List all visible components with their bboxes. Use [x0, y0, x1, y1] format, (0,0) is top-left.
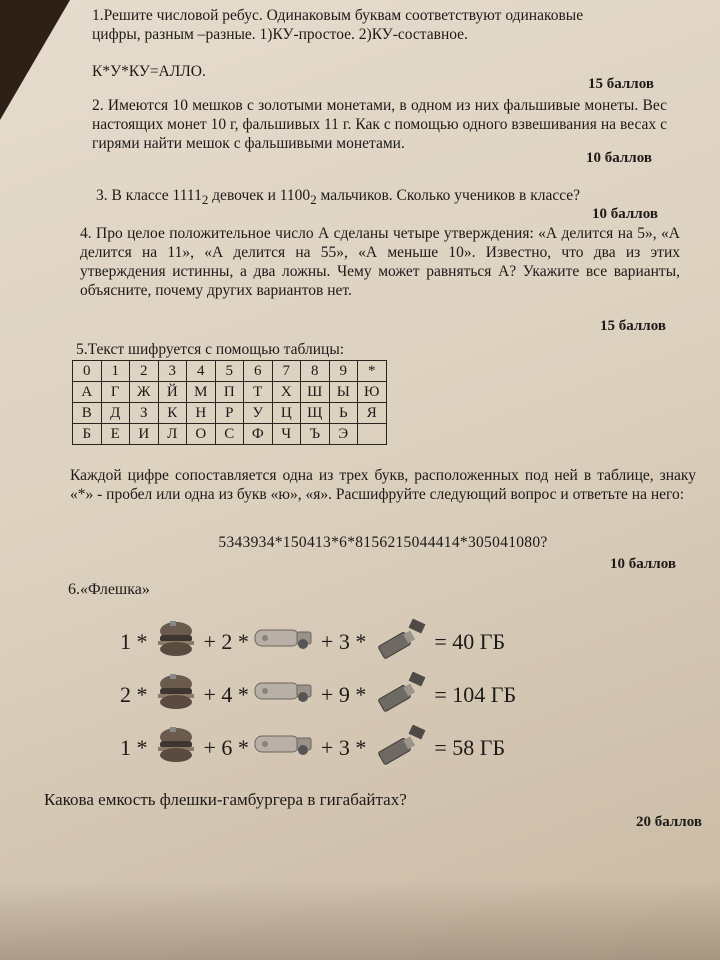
problem-1-points: 15 баллов	[588, 76, 654, 92]
coef-stick: + 6 *	[203, 735, 249, 760]
equation-row	[120, 617, 505, 667]
cipher-cell: 3	[158, 361, 187, 382]
coef-drive: + 9 *	[320, 682, 367, 707]
cipher-cell: Ы	[329, 382, 358, 403]
cipher-row	[73, 382, 387, 403]
hamburger-flash-icon	[152, 619, 200, 665]
hamburger-flash-icon	[152, 725, 200, 771]
cipher-cell: Ь	[329, 403, 358, 424]
coef-drive: + 3 *	[320, 735, 367, 760]
cipher-cell: Й	[158, 382, 187, 403]
cipher-cell: З	[130, 403, 159, 424]
cipher-row	[73, 424, 387, 445]
cipher-cell: Ф	[244, 424, 273, 445]
equation-result: = 40 ГБ	[434, 629, 506, 654]
cipher-row	[73, 403, 387, 424]
problem-6-question: Какова емкость флешки-гамбургера в гигабайтах?	[44, 790, 407, 809]
problem-3-text	[96, 186, 676, 209]
cipher-cell: А	[73, 382, 102, 403]
hamburger-flash-icon	[152, 672, 200, 718]
cipher-cell: Н	[187, 403, 216, 424]
cipher-cell: 5	[215, 361, 244, 382]
mini-flash-icon	[370, 672, 430, 718]
cipher-cell: Е	[101, 424, 130, 445]
cipher-cell: Ъ	[301, 424, 330, 445]
problem-2-points: 10 баллов	[586, 150, 652, 166]
problem-6-title: 6.«Флешка»	[68, 581, 150, 598]
cipher-cell: Г	[101, 382, 130, 403]
equation-result: = 104 ГБ	[434, 682, 517, 707]
cipher-cell: 6	[244, 361, 273, 382]
table-background	[0, 0, 70, 120]
coef-hamburger: 1 *	[120, 629, 148, 654]
stick-flash-icon	[253, 730, 317, 766]
problem-3-base-2: 2	[310, 192, 317, 208]
problem-6-points: 20 баллов	[636, 814, 702, 830]
cipher-cell: У	[244, 403, 273, 424]
problem-1-rebus: К*У*КУ=АЛЛО.	[92, 63, 206, 80]
problem-3-points: 10 баллов	[592, 206, 658, 222]
cipher-cell: 9	[329, 361, 358, 382]
cipher-cell: 7	[272, 361, 301, 382]
mini-flash-icon	[370, 725, 430, 771]
cipher-cell: Д	[101, 403, 130, 424]
cipher-cell: Т	[244, 382, 273, 403]
cipher-cell: Э	[329, 424, 358, 445]
cipher-cell: Б	[73, 424, 102, 445]
cipher-cell: Р	[215, 403, 244, 424]
cipher-cell: Ж	[130, 382, 159, 403]
cipher-cell: С	[215, 424, 244, 445]
cipher-cell: 1	[101, 361, 130, 382]
cipher-cell	[358, 424, 387, 445]
cipher-cell: Ю	[358, 382, 387, 403]
coef-hamburger: 1 *	[120, 735, 148, 760]
equation-row	[120, 670, 516, 720]
problem-4-points: 15 баллов	[600, 318, 666, 334]
problem-5-points: 10 баллов	[610, 556, 676, 572]
problem-1-line1: 1.Решите числовой ребус. Одинаковым буквам соответствуют одинаковые	[92, 7, 584, 24]
cipher-cell: *	[358, 361, 387, 382]
problem-3-middle: девочек и 1100	[208, 187, 311, 204]
problem-4-text: 4. Про целое положительное число А сделаны четыре утверждения: «А делится на 5», «А делится на 11», «А делится на 55», «А меньше 10». Известно, что два из этих утверждения истинны, а два ложны. Чему может равняться А? Укажите все варианты, объясните, почему других вариантов нет.	[80, 225, 680, 299]
cipher-cell: Я	[358, 403, 387, 424]
cipher-cell: К	[158, 403, 187, 424]
mini-flash-icon	[370, 619, 430, 665]
cipher-cell: 2	[130, 361, 159, 382]
problem-5-text: Каждой цифре сопоставляется одна из трех букв, расположенных под ней в таблице, знаку «*» - пробел или одна из букв «ю», «я». Расшифруйте следующий вопрос и ответьте на него:	[70, 467, 696, 503]
coef-hamburger: 2 *	[120, 682, 148, 707]
cipher-cell: Х	[272, 382, 301, 403]
stick-flash-icon	[253, 624, 317, 660]
cipher-cell: О	[187, 424, 216, 445]
coef-drive: + 3 *	[320, 629, 367, 654]
coef-stick: + 4 *	[203, 682, 249, 707]
cipher-cell: Щ	[301, 403, 330, 424]
problem-2-text: 2. Имеются 10 мешков с золотыми монетами, в одном из них фальшивые монеты. Вес настоящих монет 10 г, фальшивых 11 г. Как с помощью одного взвешивания на весах с гирями найти мешок с фальшивыми монетами.	[92, 97, 667, 152]
cipher-cell: Ц	[272, 403, 301, 424]
shadow	[0, 880, 720, 960]
cipher-header-row	[73, 361, 387, 382]
problem-5-code: 5343934*150413*6*8156215044414*305041080?	[218, 534, 548, 551]
stick-flash-icon	[253, 677, 317, 713]
cipher-table	[72, 360, 387, 445]
cipher-cell: Ш	[301, 382, 330, 403]
problem-3-prefix: 3. В классе 1111	[96, 187, 202, 204]
cipher-cell: 4	[187, 361, 216, 382]
cipher-cell: 0	[73, 361, 102, 382]
problem-1	[92, 6, 692, 44]
cipher-cell: П	[215, 382, 244, 403]
cipher-cell: М	[187, 382, 216, 403]
problem-5-title: 5.Текст шифруется с помощью таблицы:	[76, 341, 345, 358]
cipher-cell: И	[130, 424, 159, 445]
cipher-cell: В	[73, 403, 102, 424]
cipher-cell: Л	[158, 424, 187, 445]
cipher-cell: 8	[301, 361, 330, 382]
coef-stick: + 2 *	[203, 629, 249, 654]
equation-row	[120, 723, 505, 773]
problem-3-suffix: мальчиков. Сколько учеников в классе?	[316, 187, 581, 204]
equation-result: = 58 ГБ	[434, 735, 506, 760]
cipher-cell: Ч	[272, 424, 301, 445]
problem-3-base-1: 2	[201, 192, 209, 208]
problem-1-line2: цифры, разным –разные. 1)КУ-простое. 2)КУ-составное.	[92, 26, 468, 43]
